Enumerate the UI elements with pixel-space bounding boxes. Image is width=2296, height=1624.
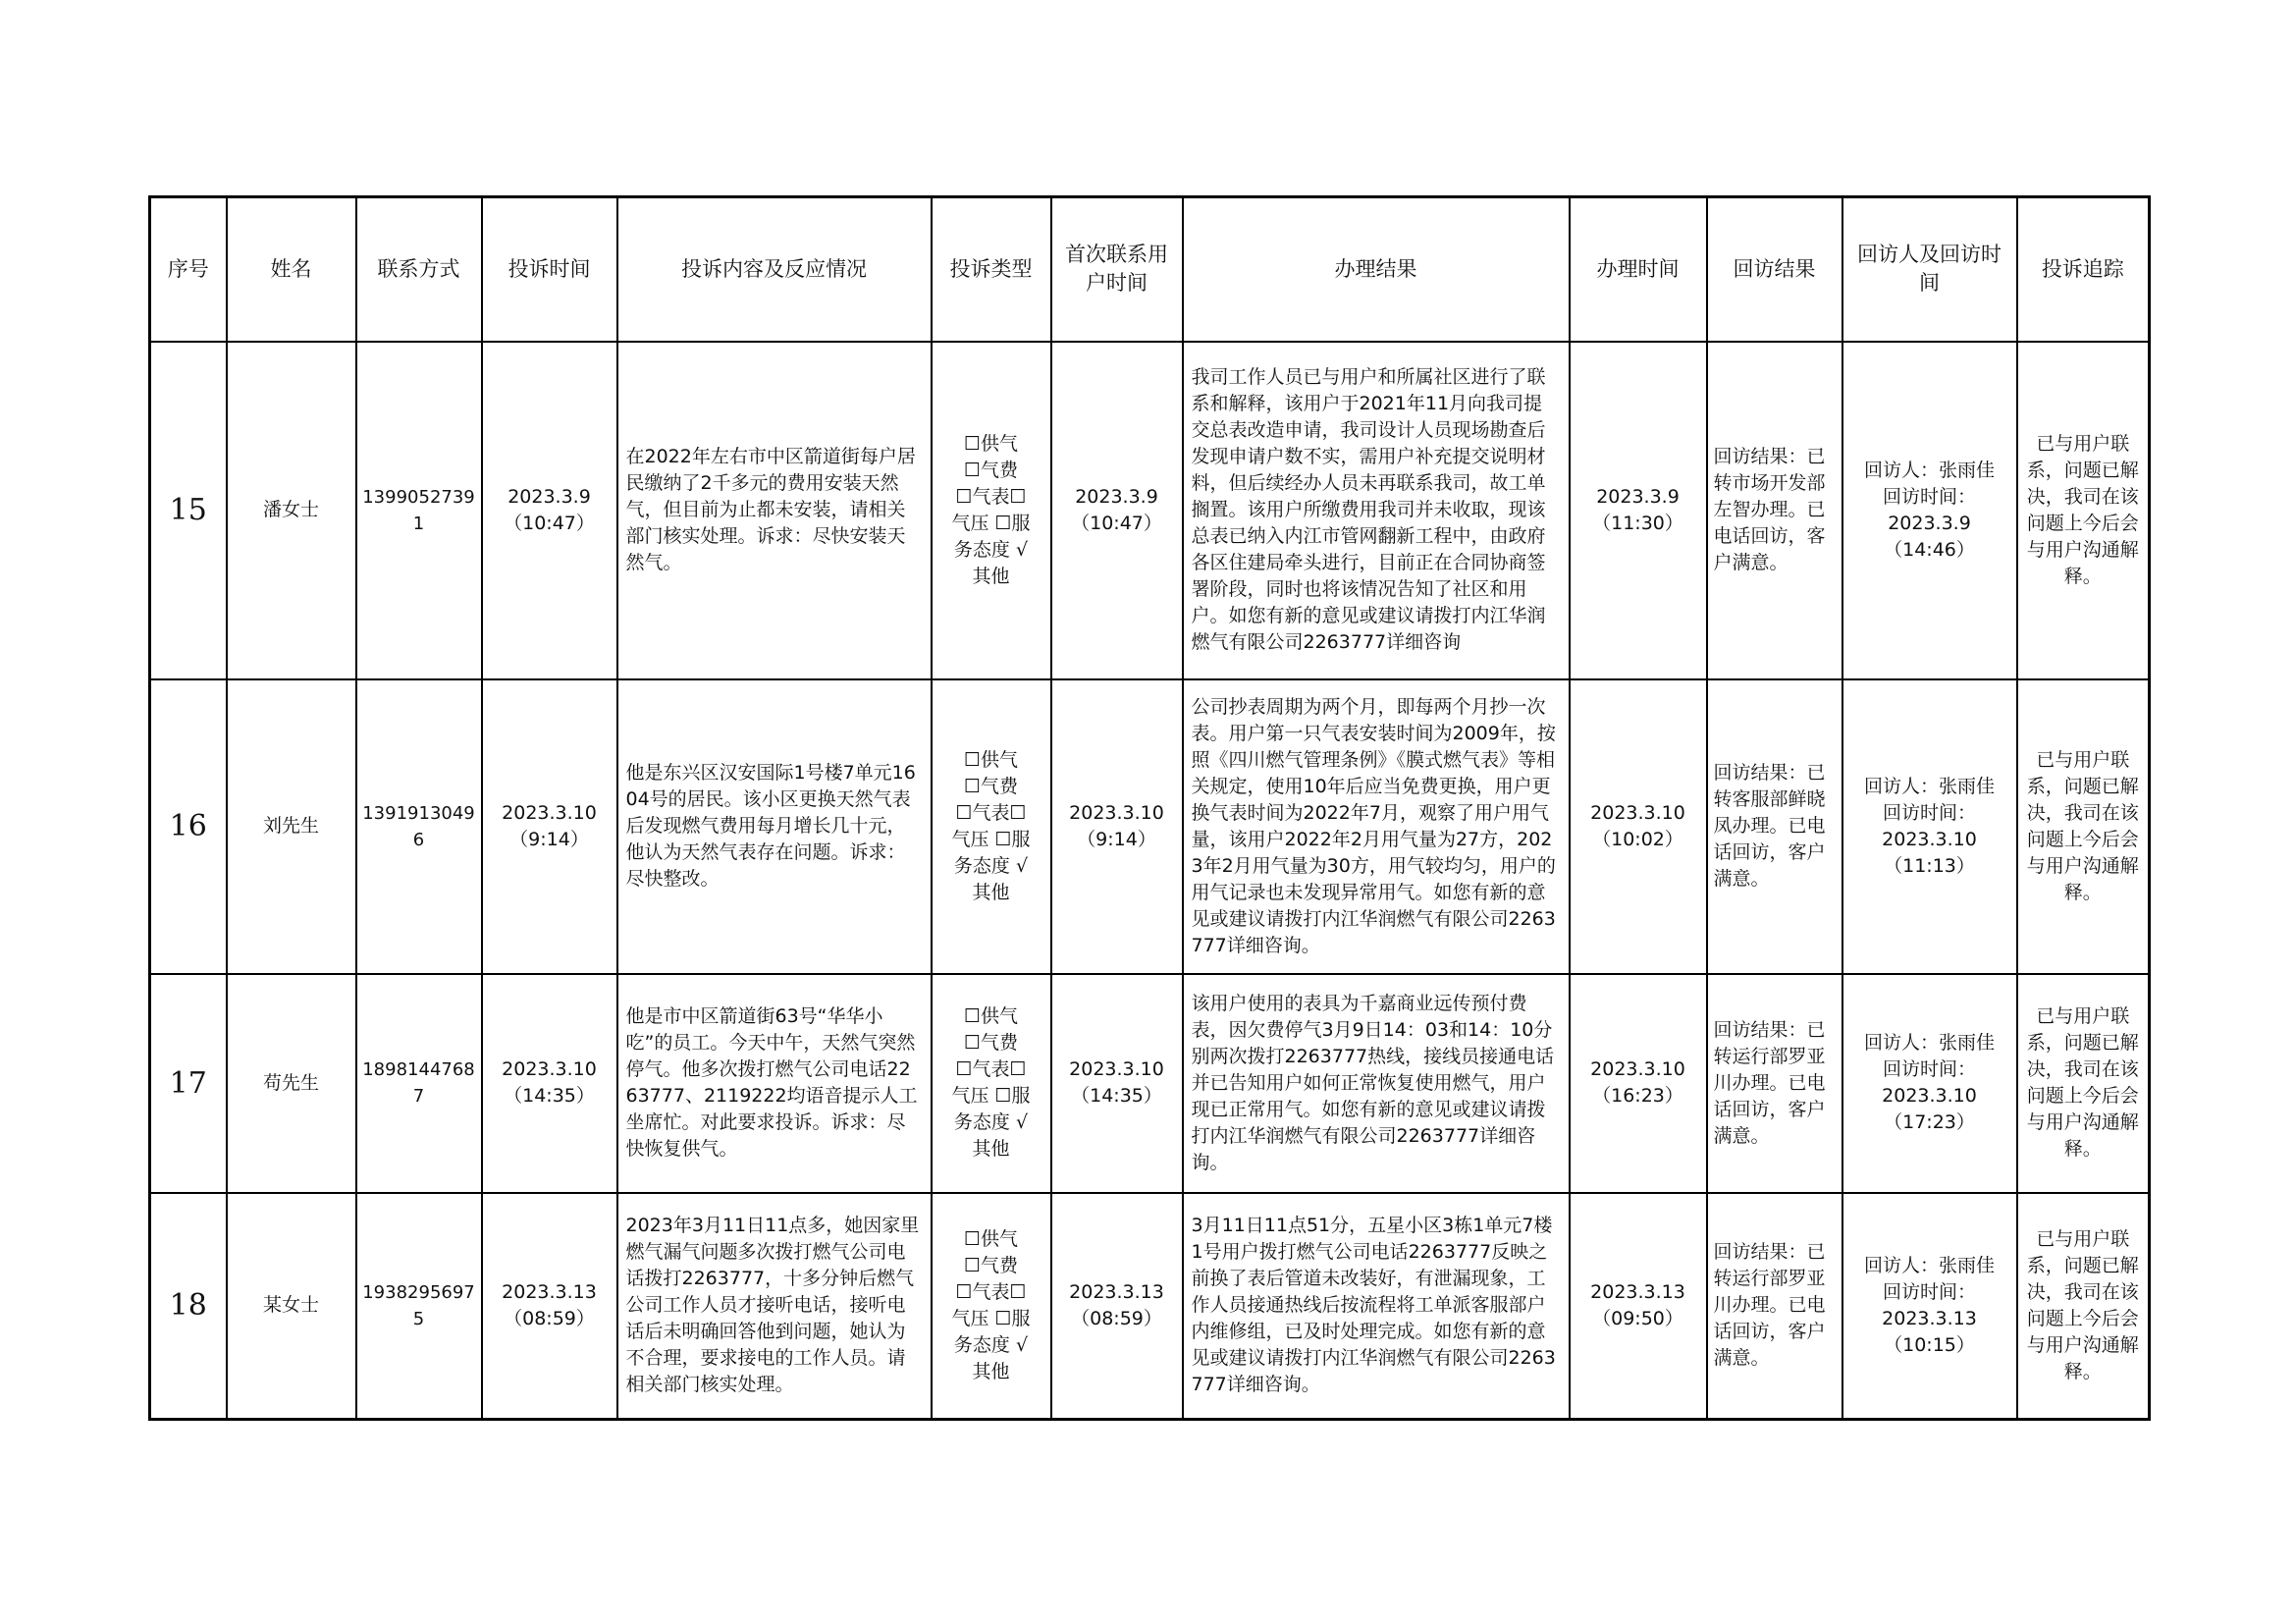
type-line: 气压 ☐服 — [951, 1085, 1031, 1107]
row-name: 潘女士 — [227, 342, 356, 679]
row-complaint-time — [482, 342, 617, 679]
row-seq: 18 — [150, 1193, 227, 1420]
time: （08:59） — [504, 1307, 595, 1329]
type-line: 气压 ☐服 — [951, 1307, 1031, 1329]
revisit-person-line: 回访人：张雨佳 — [1863, 775, 1995, 797]
header-revisit-result: 回访结果 — [1707, 197, 1842, 342]
time: （08:59） — [1071, 1307, 1162, 1329]
row-phone: 19382956975 — [356, 1193, 482, 1420]
row-phone: 13990527391 — [356, 342, 482, 679]
time: （14:35） — [1071, 1085, 1162, 1107]
time: （9:14） — [1077, 828, 1156, 850]
row-result: 3月11日11点51分，五星小区3栋1单元7楼1号用户拨打燃气公司电话2263777反映之前换了表后管道未改装好，有泄漏现象，工作人员接通热线后按流程将工单派客服部户内维修组，已及时处理完成。如您有新的意见或建议请拨打内江华润燃气有限公司2263777详细咨询。 — [1183, 1193, 1570, 1420]
header-result: 办理结果 — [1183, 197, 1570, 342]
type-line: ☐气表☐ — [955, 801, 1027, 824]
table-row — [150, 974, 2150, 1193]
row-handle-time — [1570, 679, 1707, 974]
revisit-person-line: 2023.3.13 — [1882, 1307, 1977, 1329]
row-first-contact — [1051, 1193, 1183, 1420]
row-seq: 15 — [150, 342, 227, 679]
header-content: 投诉内容及反应情况 — [617, 197, 932, 342]
row-revisit-result: 回访结果：已转运行部罗亚川办理。已电话回访，客户满意。 — [1707, 974, 1842, 1193]
row-revisit-person — [1842, 974, 2017, 1193]
row-revisit-person — [1842, 342, 2017, 679]
date: 2023.3.9 — [507, 485, 591, 508]
revisit-person-line: 2023.3.9 — [1888, 512, 1971, 534]
revisit-person-line: 回访人：张雨佳 — [1863, 1254, 1995, 1276]
time: （09:50） — [1592, 1307, 1683, 1329]
header-seq: 序号 — [150, 197, 227, 342]
row-handle-time — [1570, 1193, 1707, 1420]
revisit-person-line: （11:13） — [1884, 854, 1975, 877]
table-row — [150, 679, 2150, 974]
row-complaint-time — [482, 974, 617, 1193]
row-first-contact — [1051, 974, 1183, 1193]
header-name: 姓名 — [227, 197, 356, 342]
type-line: 务态度 √ — [953, 538, 1029, 561]
row-revisit-person — [1842, 679, 2017, 974]
row-complaint-time — [482, 1193, 617, 1420]
header-complaint-time: 投诉时间 — [482, 197, 617, 342]
time: （11:30） — [1592, 512, 1683, 534]
row-content: 2023年3月11日11点多，她因家里燃气漏气问题多次拨打燃气公司电话拨打2263777，十多分钟后燃气公司工作人员才接听电话，接听电话后未明确回答他到问题，她认为不合理，要求接电的工作人员。请相关部门核实处理。 — [617, 1193, 932, 1420]
type-line: 其他 — [972, 1138, 1010, 1160]
date: 2023.3.10 — [502, 1058, 597, 1080]
revisit-person-line: 回访时间： — [1882, 485, 1976, 508]
type-line: ☐供气 — [963, 1005, 1019, 1027]
row-first-contact — [1051, 679, 1183, 974]
table-row — [150, 1193, 2150, 1420]
type-line: ☐气费 — [963, 459, 1019, 481]
row-type — [932, 679, 1051, 974]
row-handle-time — [1570, 342, 1707, 679]
row-revisit-result: 回访结果：已转运行部罗亚川办理。已电话回访，客户满意。 — [1707, 1193, 1842, 1420]
type-line: ☐气费 — [963, 1032, 1019, 1054]
type-line: 务态度 √ — [953, 1111, 1029, 1133]
revisit-person-line: （10:15） — [1884, 1333, 1975, 1356]
row-tracking: 已与用户联系，问题已解决，我司在该问题上今后会与用户沟通解释。 — [2017, 974, 2150, 1193]
row-type — [932, 1193, 1051, 1420]
revisit-person-line: 回访人：张雨佳 — [1863, 459, 1995, 481]
row-name: 刘先生 — [227, 679, 356, 974]
type-line: ☐气费 — [963, 775, 1019, 797]
row-name: 苟先生 — [227, 974, 356, 1193]
row-handle-time — [1570, 974, 1707, 1193]
row-revisit-result: 回访结果：已转客服部鲜晓凤办理。已电话回访，客户满意。 — [1707, 679, 1842, 974]
time: （14:35） — [504, 1085, 595, 1107]
row-phone: 13919130496 — [356, 679, 482, 974]
row-type — [932, 974, 1051, 1193]
revisit-person-line: 回访时间： — [1882, 801, 1976, 824]
time: （9:14） — [509, 828, 589, 850]
type-line: 气压 ☐服 — [951, 828, 1031, 850]
date: 2023.3.10 — [502, 801, 597, 824]
type-line: ☐气表☐ — [955, 1280, 1027, 1303]
row-result: 该用户使用的表具为千嘉商业远传预付费表，因欠费停气3月9日14：03和14：10分别两次拨打2263777热线，接线员接通电话并已告知用户如何正常恢复使用燃气，用户现已正常用气。如您有新的意见或建议请拨打内江华润燃气有限公司2263777详细咨询。 — [1183, 974, 1570, 1193]
row-content: 他是东兴区汉安国际1号楼7单元1604号的居民。该小区更换天然气表后发现燃气费用每月增长几十元，他认为天然气表存在问题。诉求：尽快整改。 — [617, 679, 932, 974]
time: （10:02） — [1592, 828, 1683, 850]
date: 2023.3.10 — [1069, 1058, 1164, 1080]
time: （10:47） — [504, 512, 595, 534]
table-row — [150, 342, 2150, 679]
row-complaint-time — [482, 679, 617, 974]
row-first-contact — [1051, 342, 1183, 679]
type-line: ☐供气 — [963, 432, 1019, 455]
type-line: ☐气表☐ — [955, 1058, 1027, 1080]
date: 2023.3.10 — [1069, 801, 1164, 824]
type-line: ☐供气 — [963, 748, 1019, 771]
revisit-person-line: （17:23） — [1884, 1111, 1975, 1133]
row-seq: 17 — [150, 974, 227, 1193]
time: （10:47） — [1071, 512, 1162, 534]
type-line: ☐气费 — [963, 1254, 1019, 1276]
date: 2023.3.10 — [1590, 801, 1685, 824]
date: 2023.3.13 — [1069, 1280, 1164, 1303]
type-line: 务态度 √ — [953, 1333, 1029, 1356]
header-handle-time: 办理时间 — [1570, 197, 1707, 342]
row-result: 公司抄表周期为两个月，即每两个月抄一次表。用户第一只气表安装时间为2009年，按照《四川燃气管理条例》《膜式燃气表》等相关规定，使用10年后应当免费更换，用户更换气表时间为2022年7月，观察了用户用气量，该用户2022年2月用气量为27方，2023年2月用气量为30方，用气较均匀，用户的用气记录也未发现异常用气。如您有新的意见或建议请拨打内江华润燃气有限公司2263777详细咨询。 — [1183, 679, 1570, 974]
row-content: 在2022年左右市中区箭道街每户居民缴纳了2千多元的费用安装天然气，但目前为止都未安装，请相关部门核实处理。诉求：尽快安装天然气。 — [617, 342, 932, 679]
row-revisit-person — [1842, 1193, 2017, 1420]
time: （16:23） — [1592, 1085, 1683, 1107]
row-tracking: 已与用户联系，问题已解决，我司在该问题上今后会与用户沟通解释。 — [2017, 679, 2150, 974]
type-line: 气压 ☐服 — [951, 512, 1031, 534]
row-phone: 18981447687 — [356, 974, 482, 1193]
date: 2023.3.13 — [1590, 1280, 1685, 1303]
revisit-person-line: 2023.3.10 — [1882, 1085, 1977, 1107]
date: 2023.3.9 — [1596, 485, 1680, 508]
date: 2023.3.13 — [502, 1280, 597, 1303]
date: 2023.3.9 — [1075, 485, 1158, 508]
revisit-person-line: 回访人：张雨佳 — [1863, 1032, 1995, 1054]
type-line: ☐供气 — [963, 1227, 1019, 1250]
type-line: 务态度 √ — [953, 854, 1029, 877]
row-tracking: 已与用户联系，问题已解决，我司在该问题上今后会与用户沟通解释。 — [2017, 1193, 2150, 1420]
header-row — [150, 197, 2150, 342]
header-revisit-person: 回访人及回访时间 — [1842, 197, 2017, 342]
header-tracking: 投诉追踪 — [2017, 197, 2150, 342]
type-line: ☐气表☐ — [955, 485, 1027, 508]
header-contact: 联系方式 — [356, 197, 482, 342]
type-line: 其他 — [972, 565, 1010, 587]
revisit-person-line: （14:46） — [1884, 538, 1975, 561]
complaint-table — [148, 195, 2151, 1421]
row-seq: 16 — [150, 679, 227, 974]
row-revisit-result: 回访结果：已转市场开发部左智办理。已电话回访，客户满意。 — [1707, 342, 1842, 679]
revisit-person-line: 2023.3.10 — [1882, 828, 1977, 850]
revisit-person-line: 回访时间： — [1882, 1280, 1976, 1303]
type-line: 其他 — [972, 881, 1010, 903]
row-tracking: 已与用户联系，问题已解决，我司在该问题上今后会与用户沟通解释。 — [2017, 342, 2150, 679]
revisit-person-line: 回访时间： — [1882, 1058, 1976, 1080]
row-type — [932, 342, 1051, 679]
row-name: 某女士 — [227, 1193, 356, 1420]
row-content: 他是市中区箭道街63号“华华小吃”的员工。今天中午，天然气突然停气。他多次拨打燃气公司电话2263777、2119222均语音提示人工坐席忙。对此要求投诉。诉求：尽快恢复供气。 — [617, 974, 932, 1193]
row-result: 我司工作人员已与用户和所属社区进行了联系和解释，该用户于2021年11月向我司提交总表改造申请，我司设计人员现场勘查后发现申请户数不实，需用户补充提交说明材料，但后续经办人员未再联系我司，故工单搁置。该用户所缴费用我司并未收取，现该总表已纳入内江市管网翻新工程中，由政府各区住建局牵头进行，目前正在合同协商签署阶段，同时也将该情况告知了社区和用户。如您有新的意见或建议请拨打内江华润燃气有限公司2263777详细咨询 — [1183, 342, 1570, 679]
date: 2023.3.10 — [1590, 1058, 1685, 1080]
header-type: 投诉类型 — [932, 197, 1051, 342]
header-first-contact: 首次联系用户时间 — [1051, 197, 1183, 342]
type-line: 其他 — [972, 1360, 1010, 1382]
